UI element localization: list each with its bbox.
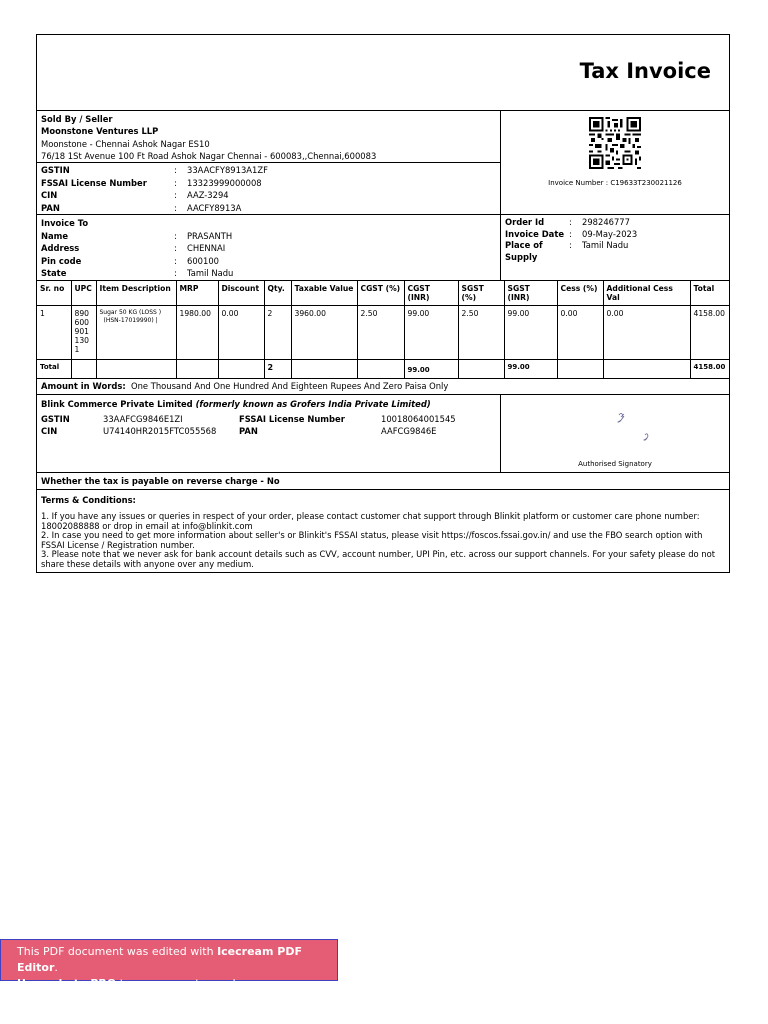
buyer-label: Invoice To <box>41 218 89 229</box>
order-id: Order Id : 298246777 <box>505 217 630 228</box>
place-of-supply: Place of Supply : Tamil Nadu <box>505 240 629 262</box>
seller-cin: CIN : AAZ-3294 <box>41 190 229 201</box>
blink-name: Blink Commerce Private Limited <box>41 398 193 409</box>
watermark-banner[interactable]: This PDF document was edited with Icecream PDF Editor. Upgrade to PRO to remove watermark. <box>0 939 338 981</box>
table-header: Sr. no UPC Item Description MRP Discount Qty. Taxable Value CGST (%) CGST (INR) SGST (%) SGST (INR) Cess (%) Additional Cess Val Total <box>37 281 729 306</box>
blink-block: Blink Commerce Private Limited (formerly known as Grofers India Private Limited) GSTIN 33AAFCG9846E1ZI FSSAI License Number 10018064001545 CIN U74140HR2015FTC055568 PAN AAFCG9846E <box>37 395 501 472</box>
terms-item-3: 3. Please note that we never ask for bank account details such as CVV, account number, UPI Pin, etc. across our support channels. For your safety please do not share these details with anyone over any medium. <box>41 549 716 569</box>
buyer-state: State : Tamil Nadu <box>41 268 234 279</box>
invoice-number: Invoice Number : C19633T230021126 <box>548 179 682 187</box>
buyer-row <box>37 215 729 281</box>
blink-cin: U74140HR2015FTC055568 <box>103 426 217 437</box>
authorised-signatory: Authorised Signatory <box>578 459 652 468</box>
seller-fssai: FSSAI License Number : 13323999000008 <box>41 177 262 188</box>
blink-fssai: 10018064001545 <box>381 413 456 424</box>
seller-label: Sold By / Seller <box>41 114 113 124</box>
buyer-block <box>37 215 501 280</box>
buyer-name: Name : PRASANTH <box>41 230 233 241</box>
buyer-pincode: Pin code : 600100 <box>41 255 219 266</box>
title-row <box>37 35 729 111</box>
invoice-date: Invoice Date : 09-May-2023 <box>505 228 638 239</box>
signature-image <box>601 401 661 451</box>
seller-address-2: 76/18 1St Avenue 100 Ft Road Ashok Nagar Chennai - 600083,,Chennai,600083 <box>41 150 377 161</box>
amount-words-value: One Thousand And One Hundred And Eighteen Rupees And Zero Paisa Only <box>131 380 449 391</box>
seller-row <box>37 111 729 215</box>
blink-row <box>37 395 729 473</box>
blink-gstin: 33AAFCG9846E1ZI <box>103 413 183 424</box>
upgrade-link[interactable]: Upgrade to PRO <box>17 977 117 990</box>
table-row: 1 890 600 901 130 1 Sugar 50 KG (LOSS ) (HSN-17019990) | 1980.00 0.00 2 3960.00 2.50 99.00 2.50 99.00 0.00 0.00 4158.00 <box>37 305 729 359</box>
qr-block <box>501 111 729 214</box>
signature-block <box>501 395 729 472</box>
watermark-brand: Icecream PDF Editor <box>17 945 302 974</box>
table-total-row: Total 2 99.00 99.00 4158.00 <box>37 359 729 378</box>
items-table <box>37 281 729 378</box>
buyer-address: Address : CHENNAI <box>41 243 226 254</box>
invoice <box>36 34 730 573</box>
blink-pan: AAFCG9846E <box>381 426 437 437</box>
terms-item-1: 1. If you have any issues or queries in respect of your order, please contact customer chat support through Blinkit platform or customer care phone number: 18002088888 or drop in email at info@blinkit.com <box>41 511 700 531</box>
amount-words-row <box>37 379 729 395</box>
terms <box>37 490 729 573</box>
qr-code-icon <box>589 117 641 169</box>
seller-block <box>37 111 501 214</box>
reverse-charge-row <box>37 473 729 490</box>
terms-item-2: 2. In case you need to get more information about seller's or Blinkit's FSSAI status, please visit https://foscos.fssai.gov.in/ and use the FBO search option with FSSAI License / Registration number. <box>41 530 703 550</box>
page-title: Tax Invoice <box>579 59 711 83</box>
reverse-charge: Whether the tax is payable on reverse charge - No <box>41 475 280 486</box>
terms-heading: Terms & Conditions: <box>41 494 136 505</box>
seller-address-1: Moonstone - Chennai Ashok Nagar ES10 <box>41 138 210 149</box>
amount-words-label: Amount in Words: <box>41 380 126 391</box>
items-table-wrap <box>37 281 729 379</box>
seller-pan: PAN : AACFY8913A <box>41 202 242 213</box>
seller-name: Moonstone Ventures LLP <box>41 126 159 137</box>
blink-formerly: (formerly known as Grofers India Private Limited) <box>195 398 431 409</box>
order-block <box>501 215 729 280</box>
seller-gstin: GSTIN : 33AACFY8913A1ZF <box>41 165 268 176</box>
